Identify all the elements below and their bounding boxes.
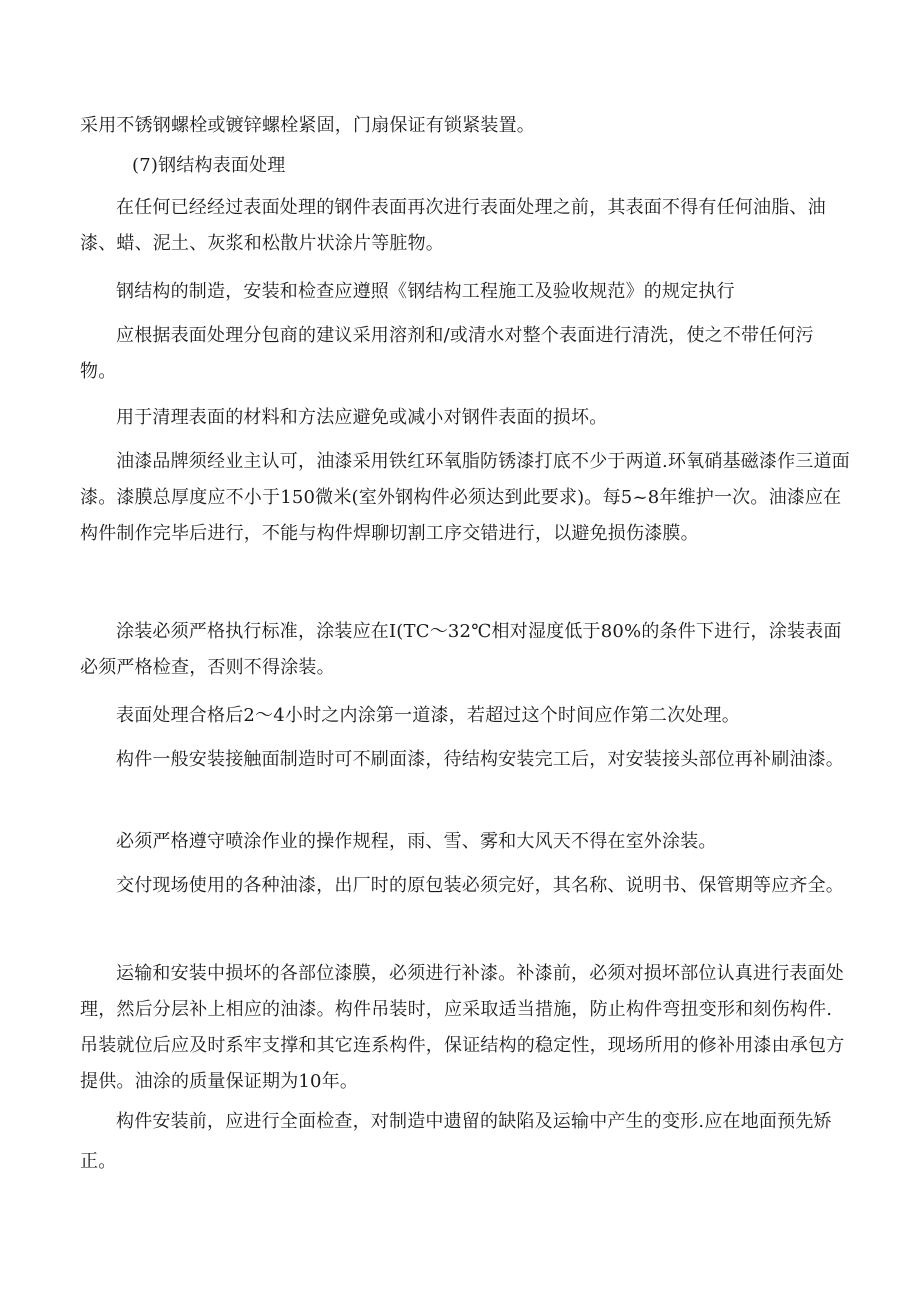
section-heading: (7)钢结构表面处理 <box>132 155 286 176</box>
paragraph-8: 表面处理合格后2～4小时之内涂第一道漆，若超过这个时间应作第二次处理。 <box>116 705 740 726</box>
paragraph-12: 运输和安装中损坏的各部位漆膜，必须进行补漆。补漆前，必须对损坏部位认真进行表面处理，然后分层补上相应的油漆。构件吊装时，应采取适当措施，防止构件弯扭变形和刻伤构件.吊装就位后应及时系牢支撑和其它连系构件，保证结构的稳定性，现场所用的修补用漆由承包方提供。油涂的质量保证期为10年。 <box>80 963 845 1092</box>
paragraph-5: 用于清理表面的材料和方法应避免或减小对钢件表面的损坏。 <box>116 407 608 428</box>
paragraph-7: 涂装必须严格执行标准，涂装应在I(TC～32℃相对湿度低于80%的条件下进行，涂装表面必须严格检查，否则不得涂装。 <box>80 621 842 678</box>
paragraph-9: 构件一般安装接触面制造时可不刷面漆，待结构安装完工后，对安装接头部位再补刷油漆。 <box>116 749 844 770</box>
paragraph-4: 应根据表面处理分包商的建议采用溶剂和/或清水对整个表面进行清洗，使之不带任何污物。 <box>80 325 814 382</box>
paragraph-6: 油漆品牌须经业主认可，油漆采用铁红环氧脂防锈漆打底不少于两道.环氧硝基磁漆作三道面漆。漆膜总厚度应不小于150微米(室外钢构件必须达到此要求)。每5~8年维护一次。油漆应在构件制作完毕后进行，不能与构件焊聊切割工序交错进行，以避免损伤漆膜。 <box>80 451 850 544</box>
paragraph-3: 钢结构的制造，安装和检查应遵照《钢结构工程施工及验收规范》的规定执行 <box>116 281 735 302</box>
paragraph-1: 采用不锈钢螺栓或镀锌螺栓紧固，门扇保证有锁紧装置。 <box>80 115 535 136</box>
paragraph-13: 构件安装前，应进行全面检查，对制造中遗留的缺陷及运输中产生的变形.应在地面预先矫正。 <box>80 1111 832 1172</box>
paragraph-11: 交付现场使用的各种油漆，出厂时的原包装必须完好，其名称、说明书、保管期等应齐全。 <box>116 875 844 896</box>
paragraph-2: 在任何已经经过表面处理的钢件表面再次进行表面处理之前，其表面不得有任何油脂、油漆、蜡、泥土、灰浆和松散片状涂片等脏物。 <box>80 197 826 254</box>
paragraph-10: 必须严格遵守喷涂作业的操作规程，雨、雪、雾和大风天不得在室外涂装。 <box>116 831 717 852</box>
